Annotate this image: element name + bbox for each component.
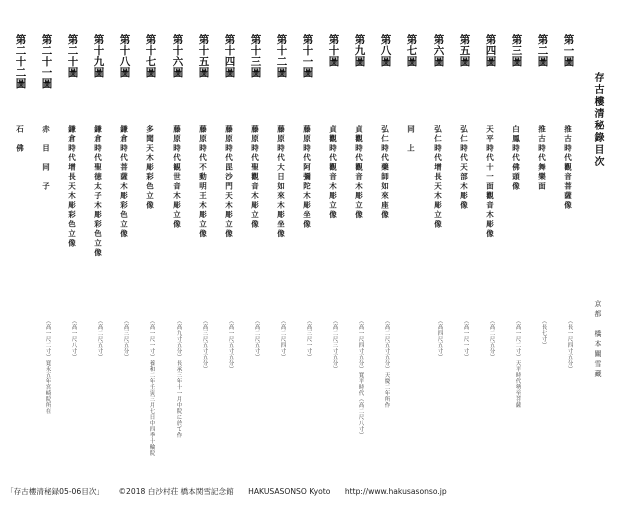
entry-number: 第九圖 [353,34,366,67]
entry-note: （高三尺五寸五分） [201,318,208,372]
entry-note: （高一尺八寸） [70,318,77,360]
entry-title: 白鳳時代佛頭像 [511,125,521,192]
entry-note: （高二尺五分） [488,318,495,360]
footer-org: HAKUSASONSO Kyoto [248,487,331,496]
entry-note: （長七寸） [540,318,547,348]
entry-title: 貞觀時代觀音木彫立像 [328,125,338,220]
entry-note: （高一尺二寸）天平時代勢至菩薩 [514,318,521,408]
entry-note: （高一尺一寸）養和二年壬寅三月七日中四季十輪院 [148,318,155,456]
entry-title: 推古時代觀音菩薩像 [563,125,573,211]
entry-number: 第八圖 [379,34,392,67]
entry-number: 第十五圖 [197,34,210,78]
entry-number: 第十六圖 [171,34,184,78]
entry-note: （高二尺五寸五分）天慶二年所作 [383,318,390,408]
entry-title: 弘仁時代藥師如來座像 [380,125,390,220]
entry-title: 石 佛 [15,125,25,154]
entry-title: 同 上 [406,125,416,154]
entry-title: 赤 目 同 子 [41,125,51,192]
footer-copyright: ©2018 白沙村荘 橋本関雪記念館 [118,487,234,496]
entry-number: 第十二圖 [275,34,288,78]
entry-number: 第十一圖 [301,34,314,78]
entry-title: 鎌倉時代菩薩木彫彩色立像 [119,125,129,239]
entry-note: （高一尺四寸五分）寬平時代（高二尺八寸） [357,318,364,438]
entry-title: 藤原時代観世音木彫立像 [172,125,182,230]
entry-note: （高四尺五寸） [436,318,443,360]
entry-number: 第四圖 [484,34,497,67]
entry-number: 第二十二圖 [14,34,27,89]
entry-number: 第六圖 [432,34,445,67]
entry-number: 第十七圖 [144,34,157,78]
entry-title: 推古時代舞樂面 [537,125,547,192]
entry-title: 貞觀時代觀音木彫立像 [354,125,364,220]
entry-number: 第一圖 [562,34,575,67]
entry-number: 第三圖 [510,34,523,67]
entry-note: （高三尺一寸） [305,318,312,360]
entry-number: 第二十一圖 [40,34,53,89]
footer-url[interactable]: http://www.hakusasonso.jp [344,487,447,496]
entry-number: 第七圖 [405,34,418,67]
entry-title: 藤原時代毘沙門天木彫立像 [224,125,234,239]
entry-note: （高一尺一寸） [462,318,469,360]
entry-title: 藤原時代大日如來木彫坐像 [276,125,286,239]
entry-title: 鎌倉時代聖徳太子木彫彩色立像 [93,125,103,258]
entry-note: （高二尺五寸） [96,318,103,360]
entry-title: 鎌倉時代增長天木彫彩色立像 [67,125,77,249]
entry-note: （高二尺三寸五分） [331,318,338,372]
entry-number: 第十三圖 [249,34,262,78]
entry-number: 第十圖 [327,34,340,67]
entry-number: 第二十圖 [66,34,79,78]
entry-number: 第二圖 [536,34,549,67]
entry-number: 第十九圖 [92,34,105,78]
entry-title: 多聞天木彫彩色立像 [145,125,155,211]
entry-note: （高三尺五分） [122,318,129,360]
footer [6,486,634,497]
entry-title: 弘仁時代增長天木彫立像 [433,125,443,230]
entry-number: 第十四圖 [223,34,236,78]
entry-title: 弘仁時代天部木彫像 [459,125,469,211]
publisher: 京都 橋本關雪藏 [594,300,602,380]
entry-note: （高九寸五分）長承三年十一月中院に於て作 [175,318,182,438]
entry-note: （高二尺四寸） [279,318,286,360]
entry-title: 藤原時代聖觀音木彫立像 [250,125,260,230]
entry-note: （高二尺五寸） [253,318,260,360]
entry-title: 藤原時代不動明王木彫立像 [198,125,208,239]
entry-number: 第十八圖 [118,34,131,78]
entry-note: （高一尺五寸五分） [227,318,234,372]
entry-note: （長一尺四寸五分） [566,318,573,372]
entry-number: 第五圖 [458,34,471,67]
catalog-title: 存古樓清秘錄目次 [592,72,603,168]
entry-title: 藤原時代阿彌陀木彫坐像 [302,125,312,230]
footer-caption: 「存古樓清秘録05-06目次」 [6,487,105,496]
entry-title: 天平時代十一面觀音木彫像 [485,125,495,239]
entry-note: （高一尺二寸）寛永五年宮崎院所在 [44,318,51,414]
